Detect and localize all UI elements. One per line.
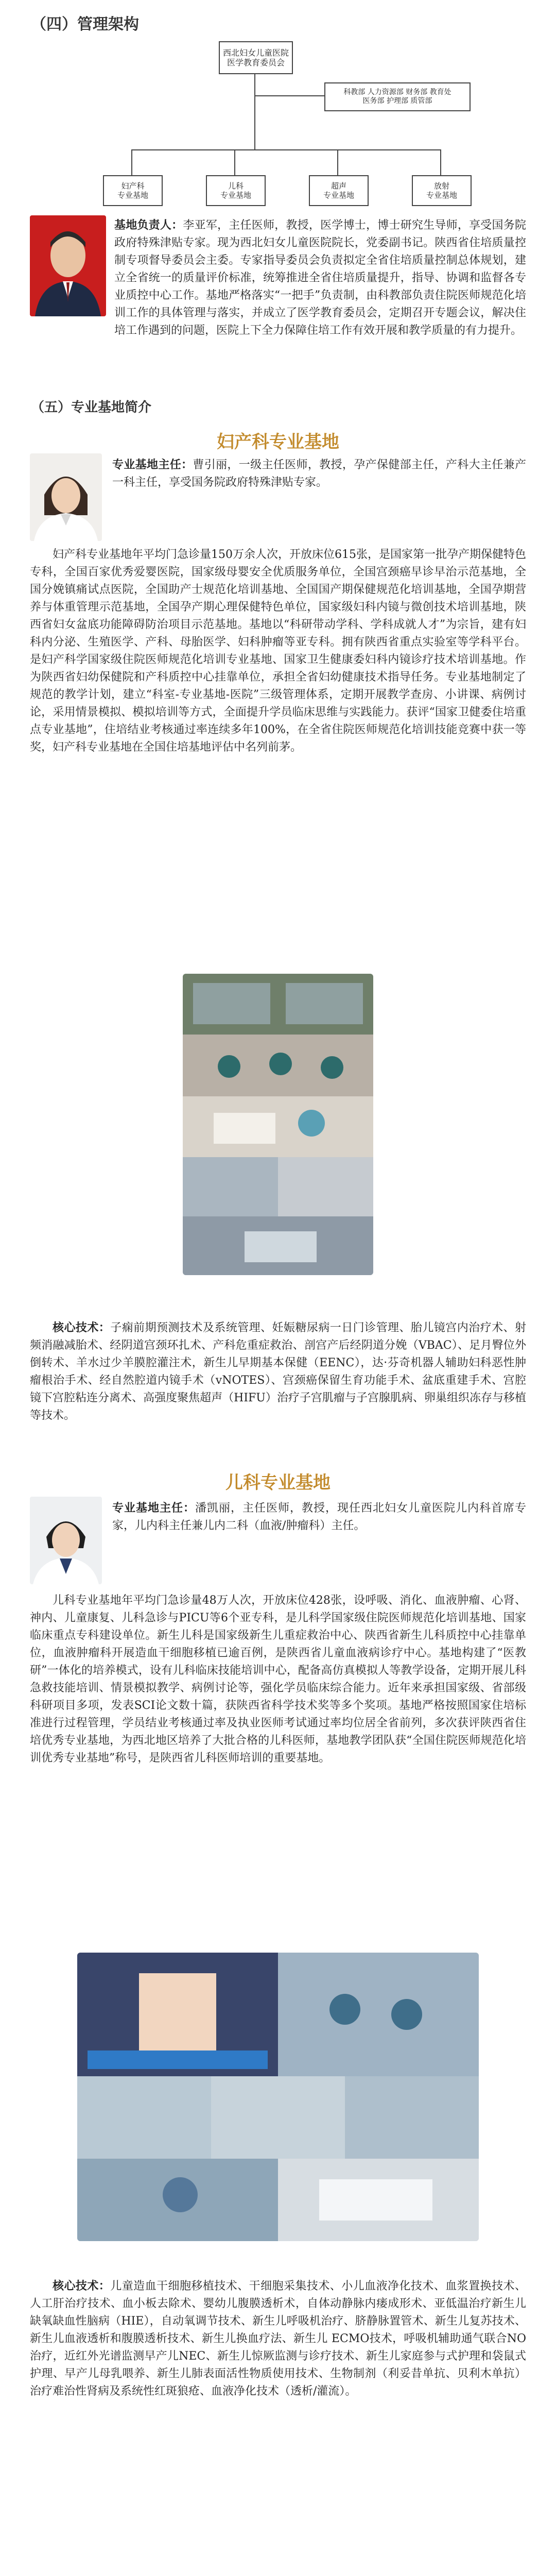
obgyn-core xyxy=(30,1319,526,1425)
leader-photo xyxy=(30,215,106,316)
org-chart xyxy=(103,41,474,206)
org-base-label: 儿科 专业基地 xyxy=(220,181,251,200)
leader-text xyxy=(114,216,526,340)
peds-head-text xyxy=(112,1499,526,1535)
org-base-us xyxy=(309,175,369,206)
management-title: （四）管理架构 xyxy=(31,15,139,33)
org-top-box xyxy=(219,41,293,74)
peds-core-text: 儿童造血干细胞移植技术、干细胞采集技术、小儿血液净化技术、血浆置换技术、人工肝治疗技术、血小板去除术、婴幼儿腹膜透析术，自体动静脉内瘘成形术、亚低温治疗新生儿缺氧缺血性脑病（HIE），自动氧调节技术、新生儿呼吸机治疗、脐静脉置管术、新生儿复苏技术、新生儿血液透析和腹膜透析技术、新生儿换血疗法、新生儿 ECMO技术，呼吸机辅助通气联合NO治疗，近红外光谱监测早产儿NEC、新生儿惊厥监测与诊疗技术、新生儿家庭参与式护理和袋鼠式护理、早产儿母乳喂养、新生儿肺表面活性物质使用技术、生物制剂（利妥昔单抗、贝利木单抗）治疗难治性肾病及系统性红斑狼疮、血液净化技术（透析/灌流）。 xyxy=(30,2280,526,2398)
org-base-peds xyxy=(206,175,266,206)
obgyn-head-text xyxy=(112,456,526,492)
peds-gallery xyxy=(77,1953,479,2241)
peds-core xyxy=(30,2277,526,2400)
obgyn-core-label: 核心技术： xyxy=(53,1321,111,1334)
base-intro-title: （五）专业基地简介 xyxy=(31,400,152,415)
peds-head-desc: 潘凯丽，主任医师，教授，现任西北妇女儿童医院儿内科首席专家，儿内科主任兼儿内二科（血液/肿瘤科）主任。 xyxy=(112,1502,526,1532)
org-base-radiology xyxy=(412,175,472,206)
obgyn-head-label: 专业基地主任： xyxy=(112,458,193,471)
peds-core-label: 核心技术： xyxy=(53,2279,111,2293)
obgyn-head-photo xyxy=(30,453,102,541)
org-top-label: 西北妇女儿童医院 医学教育委员会 xyxy=(222,47,289,67)
leader-label: 基地负责人： xyxy=(114,218,183,232)
org-base-obgyn xyxy=(103,175,163,206)
org-right-label: 科教部 人力资源部 财务部 教育处 医务部 护理部 质管部 xyxy=(343,88,451,105)
obgyn-gallery xyxy=(183,974,373,1275)
org-right-box xyxy=(324,82,471,111)
leader-desc: 李亚军，主任医师，教授，医学博士，博士研究生导师，享受国务院政府特殊津贴专家。现为西北妇女儿童医院院长，党委副书记。陕西省住培质量控制专项督导委员会主委。专家指导委员会负责拟定全省住培质量控制总体规划，建立全省统一的质量评价标准，统筹推进全省住培质量提升，指导、协调和监督各专业质控中心工作。基地严格落实“一把手”负责制，由科教部负责住院医师规范化培训工作的具体管理与落实，并成立了医学教育委员会，定期召开专题会议，解决住培工作遇到的问题，医院上下全力保障住培工作有效开展和教学质量的有力提升。 xyxy=(114,219,526,337)
obgyn-title: 妇产科专业基地 xyxy=(217,432,339,452)
peds-head-label: 专业基地主任： xyxy=(112,1501,195,1515)
obgyn-core-text: 子痫前期预测技术及系统管理、妊娠糖尿病一日门诊管理、胎儿镜宫内治疗术、射频消融减胎术、经阴道宫颈环扎术、产科危重症救治、剖宫产后经阴道分娩（VBAC）、足月臀位外倒转术、羊水过少羊膜腔灌注术，新生儿早期基本保健（EENC），达·芬奇机器人辅助妇科恶性肿瘤根治手术、经自然腔道内镜手术（vNOTES）、宫颈癌保留生育功能手术、盆底重建手术、宫腔镜下宫腔粘连分离术、高强度聚焦超声（HIFU）治疗子宫肌瘤与子宫腺肌病、卵巢组织冻存与移植等技术。 xyxy=(30,1321,526,1422)
peds-head-photo xyxy=(30,1497,102,1584)
org-base-label: 超声 专业基地 xyxy=(323,181,354,200)
org-base-label: 放射 专业基地 xyxy=(426,181,457,200)
peds-title: 儿科专业基地 xyxy=(225,1472,331,1493)
org-base-label: 妇产科 专业基地 xyxy=(117,181,148,200)
peds-intro: 儿科专业基地年平均门急诊量48万人次，开放床位428张，设呼吸、消化、血液肿瘤、心肾、神内、儿童康复、儿科急诊与PICU等6个亚专科，是儿科学国家级住院医师规范化培训基地、国家临床重点专科建设单位。新生儿科是国家级新生儿重症救治中心、陕西省新生儿科质控中心挂靠单位，血液肿瘤科开展造血干细胞移植已逾百例，是陕西省儿童血液病诊疗中心。基地构建了“医教研”一体化的培养模式，设有儿科临床技能培训中心，配备高仿真模拟人等教学设备，定期开展儿科急救技能培训、情景模拟教学、病例讨论等，强化学员临床综合能力。近年来承担国家级、省部级科研项目多项，发表SCI论文数十篇，获陕西省科学技术奖等多个奖项。基地严格按照国家住培标准进行过程管理，学员结业考核通过率及执业医师考试通过率均位居全省前列，多次获评陕西省住培优秀专业基地，为西北地区培养了大批合格的儿科医师，基地教学团队获“全国住院医师规范化培训优秀专业基地”称号，是陕西省儿科医师培训的重要基地。 xyxy=(30,1594,526,1765)
obgyn-head-desc: 曹引丽，一级主任医师，教授，孕产保健部主任，产科大主任兼产一科主任，享受国务院政府特殊津贴专家。 xyxy=(112,459,526,489)
obgyn-intro: 妇产科专业基地年平均门急诊量150万余人次，开放床位615张，是国家第一批孕产期保健特色专科，全国百家优秀爱婴医院，国家级母婴安全优质服务单位，全国宫颈癌早诊早治示范基地，全国分娩镇痛试点医院，全国助产士规范化培训基地、全国国产期保健规范化培训基地，全国孕期营养与体重管理示范基地，全国孕产期心理保健特色单位，国家级妇科内镜与微创技术培训基地，陕西省妇女盆底功能障碍防治项目示范基地。基地以“科研带动学科、学科成就人才”为宗旨，建有妇科内分泌、生殖医学、产科、母胎医学、妇科肿瘤等亚专科。拥有陕西省重点实验室等学科平台。是妇产科学国家级住院医师规范化培训专业基地、国家卫生健康委妇科内镜诊疗技术培训基地。作为陕西省妇幼保健院和产科质控中心挂靠单位，承担全省妇幼健康技术指导任务。专业基地制定了规范的教学计划，建立“科室-专业基地-医院”三级管理体系，定期开展教学查房、小讲课、病例讨论，采用情景模拟、模拟培训等方式，全面提升学员临床思维与实践能力。获评“国家卫健委住培重点专业基地”，住培结业考核通过率连续多年100%，在全省住院医师规范化培训技能竞赛中获一等奖，妇产科专业基地在全国住培基地评估中名列前茅。 xyxy=(30,548,526,754)
